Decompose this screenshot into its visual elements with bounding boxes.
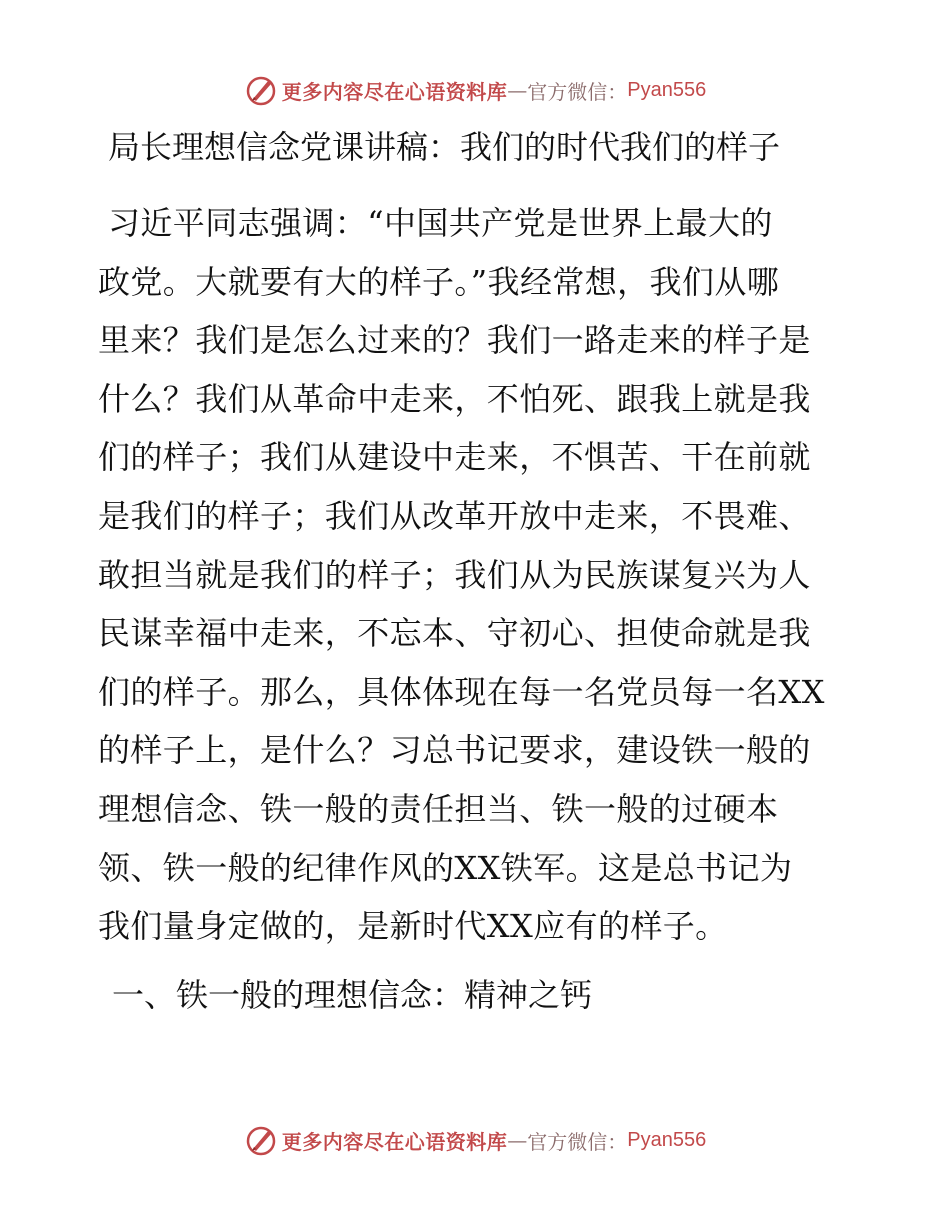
paragraph-line: 领、铁一般的纪律作风的XX铁军。这是总书记为 (98, 848, 793, 887)
watermark-account: Pyan556 (627, 1128, 707, 1151)
paragraph-line: 里来？我们是怎么过来的？我们一路走来的样子是 (98, 321, 811, 360)
paragraph-line: 是我们的样子；我们从改革开放中走来，不畏难、 (98, 496, 811, 535)
quill-pen-logo-icon (244, 73, 278, 107)
paragraph-line: 什么？我们从革命中走来，不怕死、跟我上就是我 (98, 379, 811, 418)
paragraph-line: 民谋幸福中走来，不忘本、守初心、担使命就是我 (98, 614, 811, 653)
watermark-main-text: 更多内容尽在心语资料库 (281, 79, 508, 104)
watermark-label: 官方微信： (527, 1129, 628, 1154)
watermark-label: 官方微信： (527, 79, 628, 104)
paragraph-line: 们的样子。那么，具体体现在每一名党员每一名XX (98, 672, 825, 711)
quill-pen-logo-icon (244, 1123, 278, 1157)
body-paragraph (98, 194, 858, 956)
paragraph-line: 理想信念、铁一般的责任担当、铁一般的过硬本 (98, 789, 779, 828)
watermark-separator: — (507, 1128, 528, 1152)
watermark-main-text: 更多内容尽在心语资料库 (281, 1129, 508, 1154)
watermark-separator: — (507, 78, 528, 102)
header-watermark (0, 70, 950, 110)
paragraph-line: 们的样子；我们从建设中走来，不惧苦、干在前就 (98, 438, 811, 477)
paragraph-line: 习近平同志强调：“中国共产党是世界上最大的 (108, 204, 773, 242)
paragraph-line: 敢担当就是我们的样子；我们从为民族谋复兴为人 (98, 555, 811, 594)
footer-watermark (0, 1120, 950, 1160)
watermark-account: Pyan556 (627, 78, 707, 101)
document-title: 局长理想信念党课讲稿：我们的时代我们的样子 (108, 128, 781, 166)
section-heading: 一、铁一般的理想信念：精神之钙 (112, 976, 593, 1014)
paragraph-line: 我们量身定做的，是新时代XX应有的样子。 (98, 907, 728, 946)
paragraph-line: 政党。大就要有大的样子。”我经常想，我们从哪 (98, 262, 780, 301)
paragraph-line: 的样子上，是什么？习总书记要求，建设铁一般的 (98, 731, 811, 770)
